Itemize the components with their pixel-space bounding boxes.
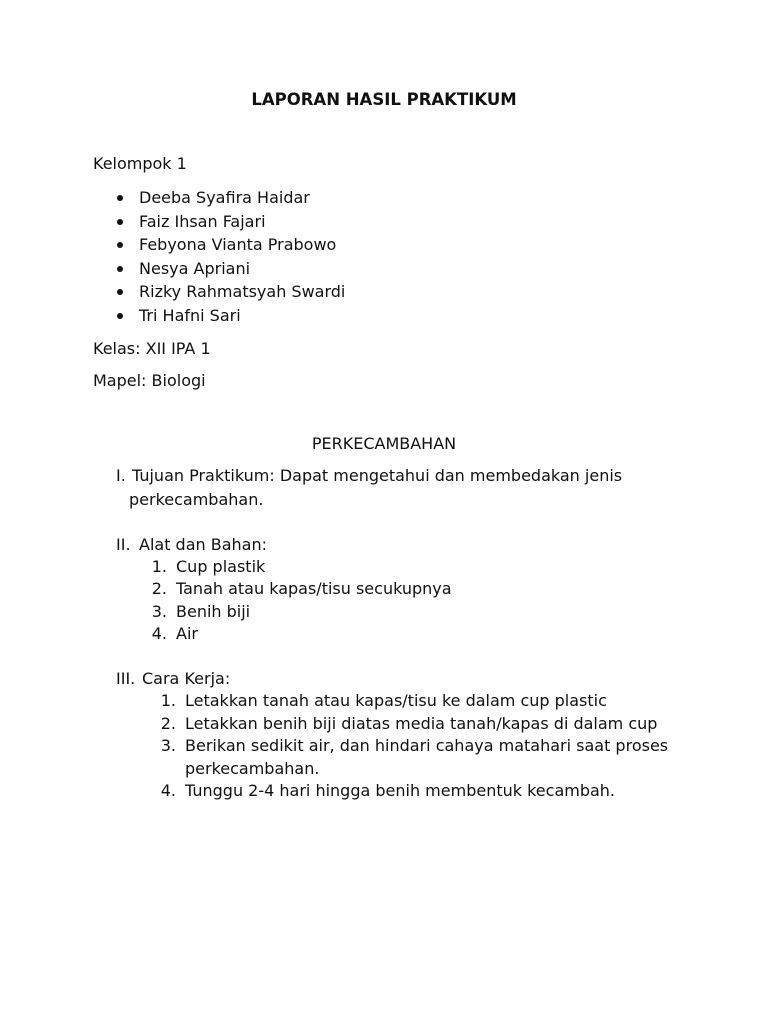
section-numeral: I.: [116, 466, 126, 485]
list-item: Benih biji: [176, 602, 251, 621]
section-heading: Alat dan Bahan:: [139, 535, 267, 554]
list-item: Cup plastik: [176, 557, 266, 576]
bullet-icon: [117, 195, 123, 201]
list-number: 1.: [151, 557, 167, 576]
bullet-icon: [117, 242, 123, 248]
document-title: LAPORAN HASIL PRAKTIKUM: [251, 90, 517, 109]
list-number: 2.: [160, 714, 176, 733]
bullet-icon: [117, 266, 123, 272]
list-item: Febyona Vianta Prabowo: [139, 235, 337, 254]
section-heading: Cara Kerja:: [142, 669, 231, 688]
group-label: Kelompok 1: [93, 154, 187, 173]
section-text-continued: perkecambahan.: [129, 490, 264, 509]
list-item: Letakkan tanah atau kapas/tisu ke dalam cup plastic: [185, 691, 607, 710]
list-number: 2.: [151, 579, 167, 598]
bullet-icon: [117, 219, 123, 225]
list-item: Faiz Ihsan Fajari: [139, 212, 266, 231]
class-line: Kelas: XII IPA 1: [93, 339, 211, 358]
section-numeral: II.: [116, 535, 131, 554]
bullet-icon: [117, 313, 123, 319]
list-number: 1.: [160, 691, 176, 710]
bullet-icon: [117, 289, 123, 295]
list-item: Rizky Rahmatsyah Swardi: [139, 282, 346, 301]
list-number: 3.: [160, 736, 176, 755]
list-item: Tanah atau kapas/tisu secukupnya: [176, 579, 452, 598]
list-item: Deeba Syafira Haidar: [139, 188, 310, 207]
section-text: Tujuan Praktikum: Dapat mengetahui dan membedakan jenis: [132, 466, 623, 485]
list-number: 4.: [151, 624, 167, 643]
list-number: 4.: [160, 781, 176, 800]
list-item-continued: perkecambahan.: [185, 759, 320, 778]
list-item: Tri Hafni Sari: [139, 306, 241, 325]
list-number: 3.: [151, 602, 167, 621]
list-item: Letakkan benih biji diatas media tanah/kapas di dalam cup: [185, 714, 658, 733]
list-item: Nesya Apriani: [139, 259, 251, 278]
topic-heading: PERKECAMBAHAN: [311, 434, 457, 453]
section-numeral: III.: [116, 669, 136, 688]
list-item: Berikan sedikit air, dan hindari cahaya matahari saat proses: [185, 736, 669, 755]
list-item: Air: [176, 624, 198, 643]
list-item: Tunggu 2-4 hari hingga benih membentuk kecambah.: [185, 781, 616, 800]
subject-line: Mapel: Biologi: [93, 371, 206, 390]
